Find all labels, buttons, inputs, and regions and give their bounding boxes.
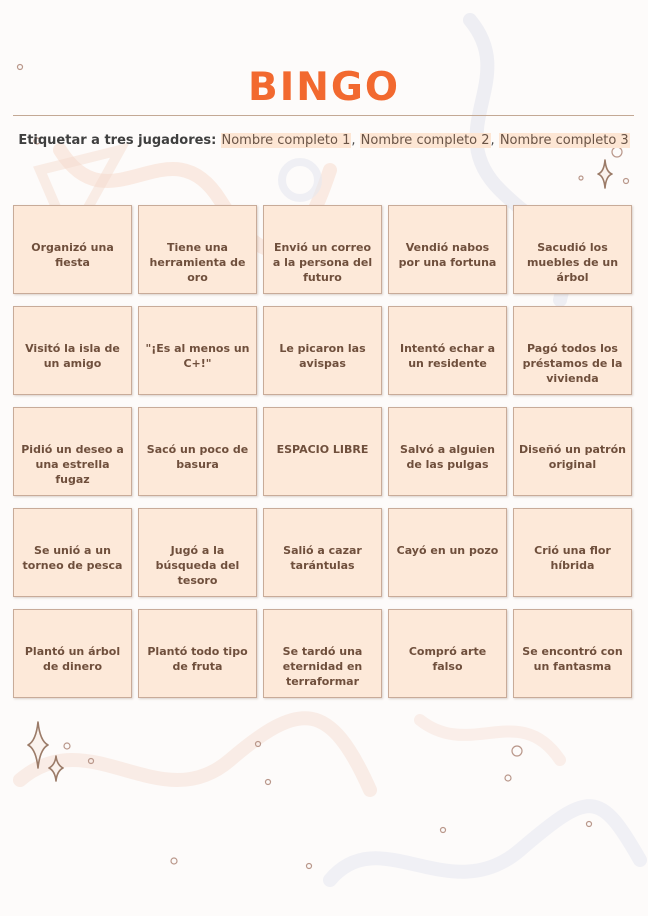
bingo-cell[interactable]: [263, 508, 382, 597]
page-title: BINGO: [247, 65, 401, 110]
bingo-cell[interactable]: [388, 609, 507, 698]
bingo-cell-text: Plantó un árbol de dinero: [24, 645, 121, 673]
bingo-cell[interactable]: [13, 609, 132, 698]
bingo-cell-text: Se encontró con un fantasma: [522, 645, 623, 673]
bingo-cell[interactable]: [388, 407, 507, 496]
bingo-cell-text: Compró arte falso: [408, 645, 487, 673]
bingo-cell[interactable]: [138, 407, 257, 496]
bingo-cell-text: Pidió un deseo a una estrella fugaz: [21, 443, 124, 486]
bingo-cell[interactable]: [263, 205, 382, 294]
title-divider: [13, 115, 634, 116]
bingo-cell[interactable]: [13, 205, 132, 294]
player-name-field[interactable]: Nombre completo 3: [499, 133, 629, 148]
bingo-cell[interactable]: [513, 205, 632, 294]
bingo-grid: [13, 205, 632, 698]
bingo-cell[interactable]: [513, 306, 632, 395]
bingo-cell-text: Se tardó una eternidad en terraformar: [282, 645, 363, 688]
bingo-cell-text: Crió una flor híbrida: [534, 544, 611, 572]
bingo-cell[interactable]: [388, 205, 507, 294]
bingo-cell[interactable]: [138, 609, 257, 698]
bingo-cell-text: Cayó en un pozo: [396, 544, 499, 557]
tag-players-line: [0, 132, 648, 150]
bingo-cell[interactable]: [13, 306, 132, 395]
player-name-field[interactable]: Nombre completo 2: [360, 133, 490, 148]
name-separator: ,: [490, 133, 495, 148]
bingo-cell-text: Tiene una herramienta de oro: [149, 241, 246, 284]
bingo-cell[interactable]: [263, 609, 382, 698]
bingo-cell[interactable]: [388, 306, 507, 395]
bingo-cell-text: "¡Es al menos un C+!": [145, 342, 250, 370]
bingo-cell[interactable]: [138, 508, 257, 597]
bingo-cell-text: Se unió a un torneo de pesca: [22, 544, 123, 572]
bingo-cell-text: Pagó todos los préstamos de la vivienda: [522, 342, 623, 385]
free-space-text: ESPACIO LIBRE: [276, 443, 369, 456]
bingo-cell[interactable]: [513, 407, 632, 496]
bingo-cell[interactable]: [138, 205, 257, 294]
player-name-field[interactable]: Nombre completo 1: [221, 133, 351, 148]
bingo-cell-text: Salvó a alguien de las pulgas: [400, 443, 495, 471]
tag-players-label: Etiquetar a tres jugadores:: [18, 133, 217, 148]
bingo-cell[interactable]: [513, 609, 632, 698]
bingo-cell[interactable]: [13, 508, 132, 597]
name-separator: ,: [351, 133, 356, 148]
bingo-cell-text: Le picaron las avispas: [279, 342, 366, 370]
bingo-cell[interactable]: [263, 306, 382, 395]
free-space-cell[interactable]: [263, 407, 382, 496]
bingo-cell[interactable]: [388, 508, 507, 597]
bingo-cell-text: Visitó la isla de un amigo: [25, 342, 120, 370]
bingo-cell-text: Sacó un poco de basura: [146, 443, 249, 471]
bingo-cell-text: Sacudió los muebles de un árbol: [526, 241, 619, 284]
bingo-cell-text: Diseñó un patrón original: [519, 443, 626, 471]
bingo-cell[interactable]: [138, 306, 257, 395]
bingo-cell-text: Vendió nabos por una fortuna: [398, 241, 497, 269]
bingo-cell-text: Jugó a la búsqueda del tesoro: [155, 544, 240, 587]
bingo-cell-text: Salió a cazar tarántulas: [283, 544, 362, 572]
bingo-cell-text: Envió un correo a la persona del futuro: [272, 241, 373, 284]
bingo-cell-text: Organizó una fiesta: [31, 241, 114, 269]
bingo-cell[interactable]: [513, 508, 632, 597]
bingo-cell-text: Plantó todo tipo de fruta: [147, 645, 248, 673]
bingo-cell[interactable]: [13, 407, 132, 496]
bingo-cell-text: Intentó echar a un residente: [399, 342, 496, 370]
